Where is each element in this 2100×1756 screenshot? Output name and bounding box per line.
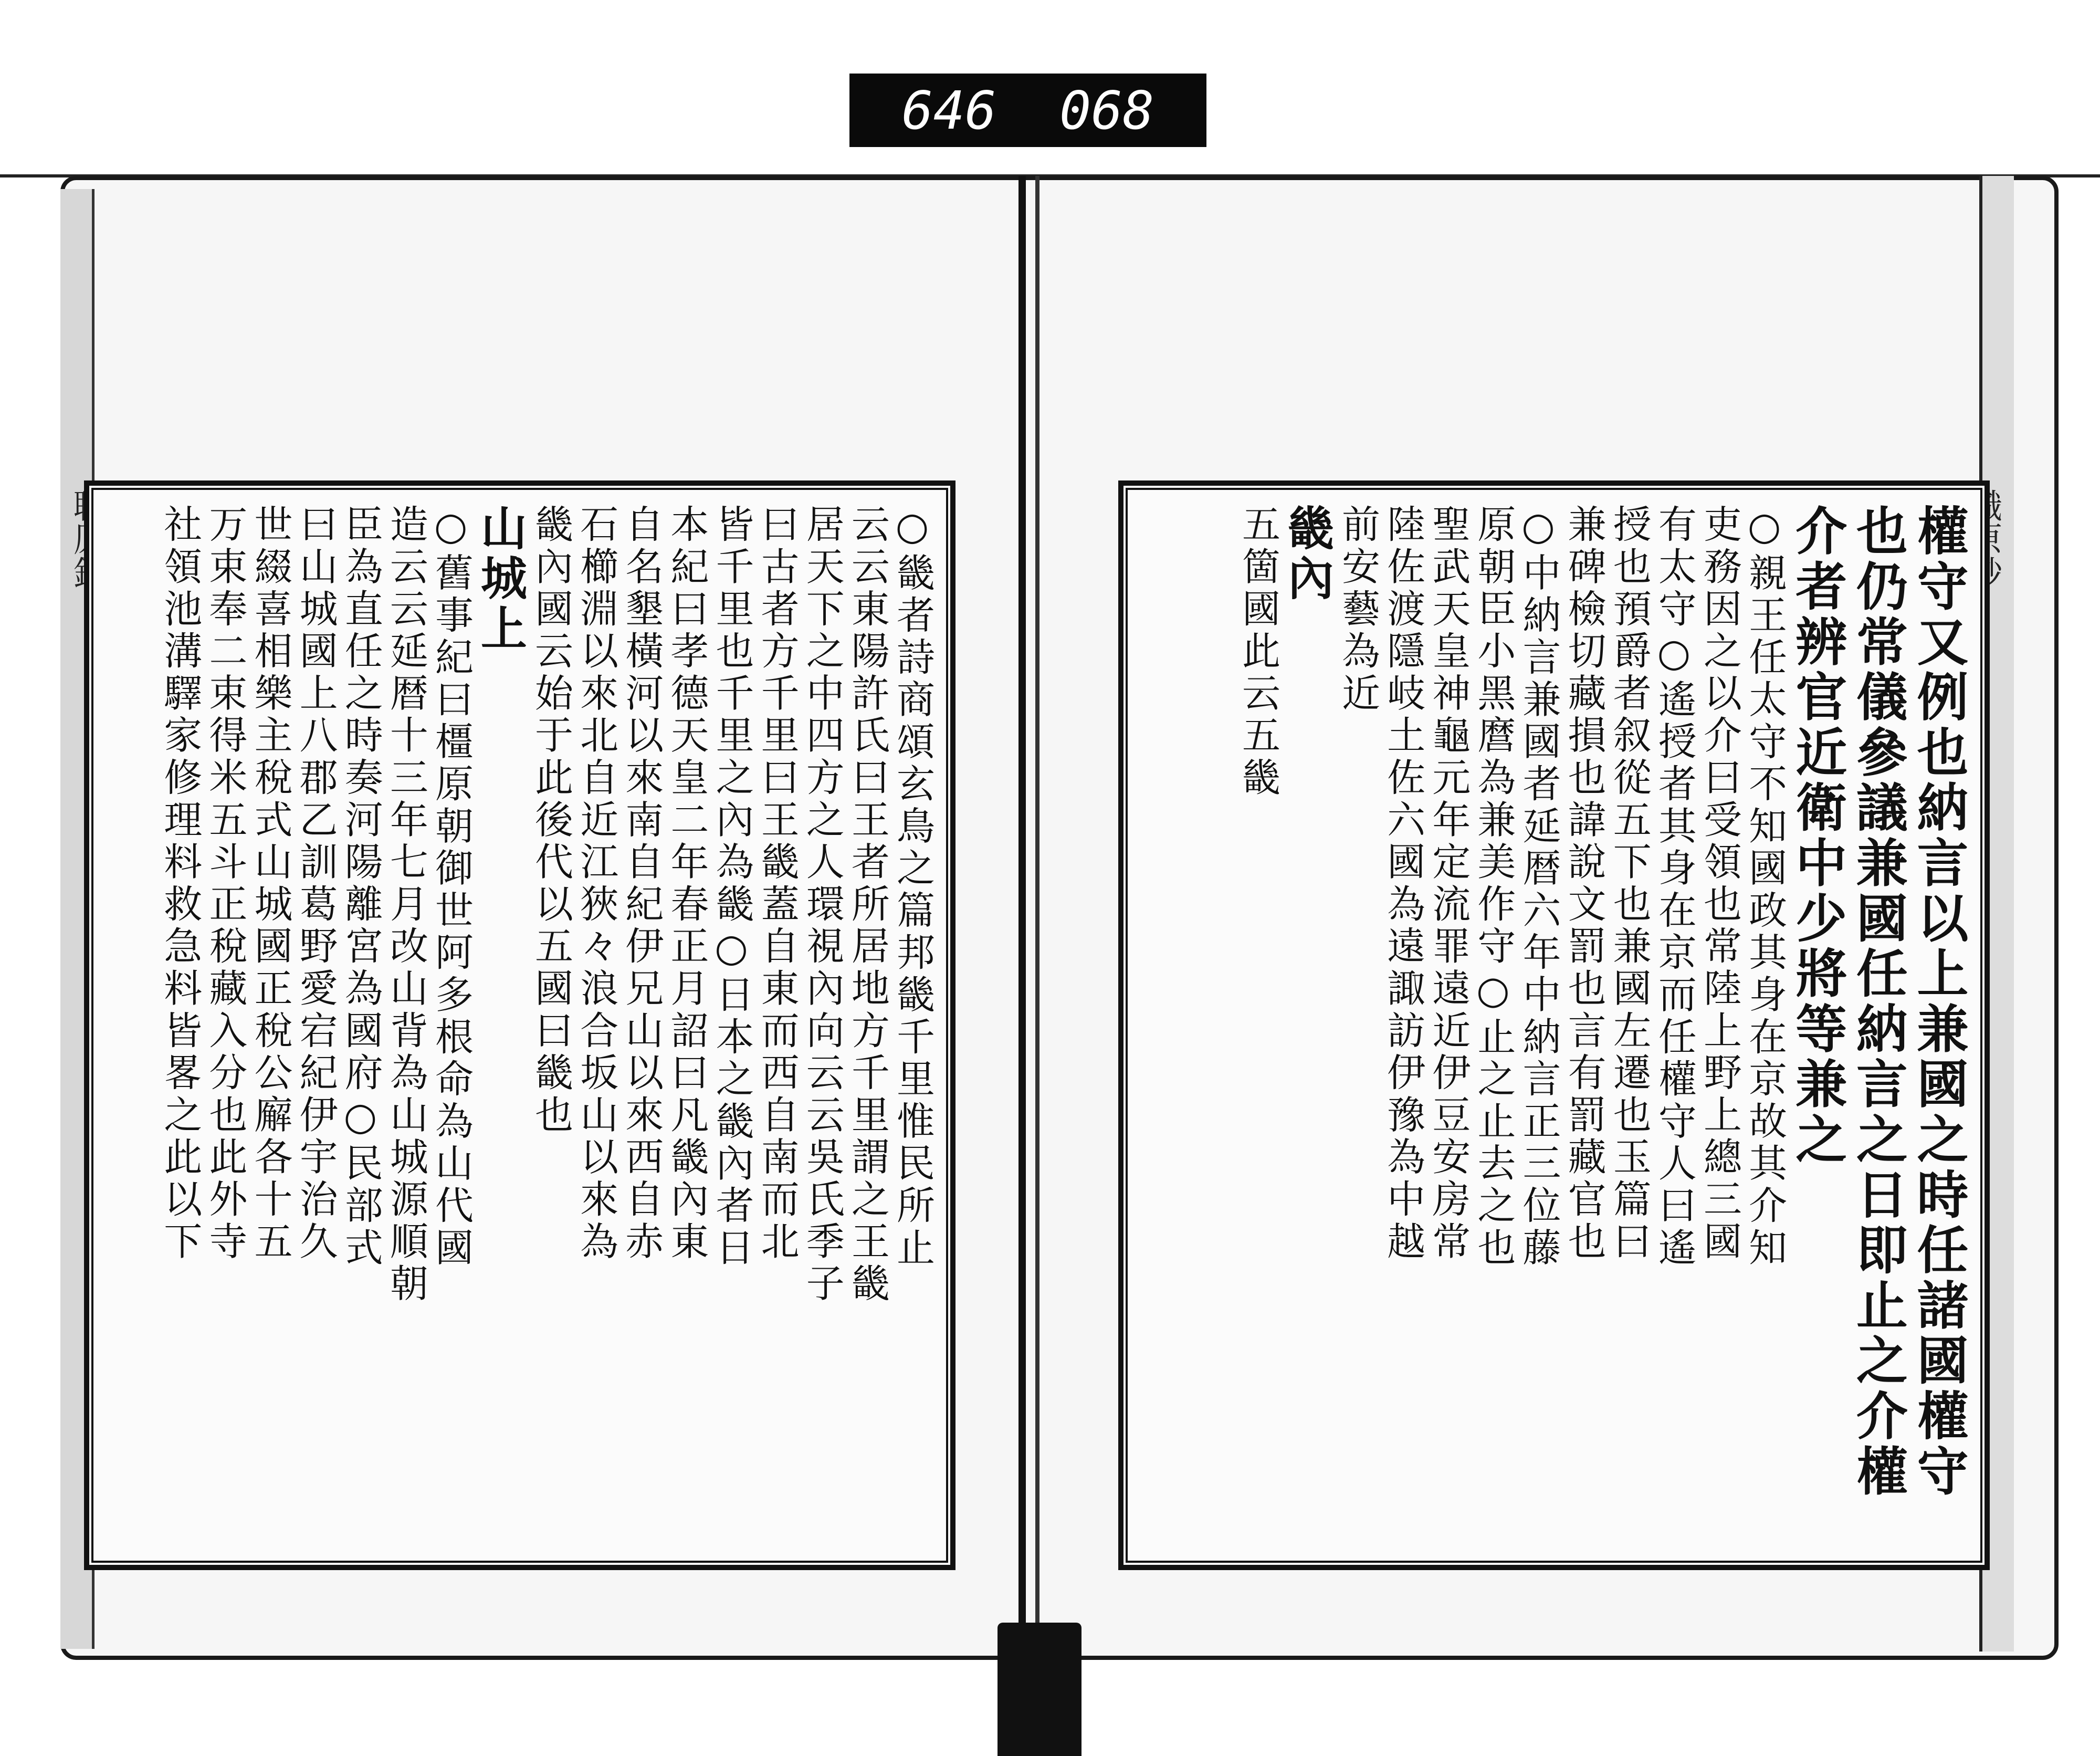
text-line: 授也預爵者叙從五下也兼國左遷也玉篇曰 — [1606, 504, 1651, 1263]
spine-line-2 — [1035, 176, 1040, 1657]
text-line: 原朝臣小黑麿為兼美作守○止之止去之也 — [1471, 504, 1516, 1270]
text-line: 曰古者方千里曰王畿蓋自東而西自南而北 — [754, 504, 799, 1263]
section-heading: 山城上 — [473, 504, 528, 654]
text-line: ○親王任太守不知國政其身在京故其介知 — [1742, 504, 1787, 1270]
text-line: 本紀曰孝德天皇二年春正月詔曰凡畿內東 — [664, 504, 709, 1263]
label-number-left: 646 — [901, 79, 996, 141]
binding-cord — [998, 1623, 1082, 1756]
text-line: 聖武天皇神龜元年定流罪遠近伊豆安房常 — [1425, 504, 1471, 1263]
text-line: 万束奉二束得米五斗正稅藏入分也此外寺 — [202, 504, 247, 1263]
text-line: 居天下之中四方之人環視內向云云吳氏季子 — [799, 504, 844, 1305]
text-line: 兼碑檢切藏損也諱說文罰也言有罰藏官也 — [1561, 504, 1606, 1263]
text-line: ○畿者詩商頌玄鳥之篇邦畿千里惟民所止 — [890, 504, 934, 1270]
text-line: 陸佐渡隱岐土佐六國為遠諏訪伊豫為中越 — [1380, 504, 1425, 1263]
text-line: 畿內國云始于此後代以五國曰畿也 — [528, 504, 573, 1137]
text-line: ○中納言兼國者延暦六年中納言正三位藤 — [1516, 504, 1561, 1270]
text-line-large: 介者辨官近衛中少將等兼之 — [1787, 504, 1847, 1168]
text-line: 臣為直任之時奏河陽離宮為國府○民部式 — [338, 504, 383, 1270]
text-line: 吏務因之以介曰受領也常陸上野上總三國 — [1697, 504, 1741, 1263]
text-line: 造云云延暦十三年七月改山背為山城源順朝 — [383, 504, 428, 1305]
left-page-frame — [84, 480, 956, 1570]
text-line: 自名墾橫河以來南自紀伊兄山以來西自赤 — [618, 504, 664, 1263]
text-line-large: 也仍常儀參議兼國任納言之日即止之介權 — [1847, 504, 1908, 1500]
text-line: 五箇國此云五畿 — [1235, 504, 1280, 800]
text-line: 前安藝為近 — [1335, 504, 1380, 715]
section-heading: 畿內 — [1280, 504, 1335, 604]
text-line: 皆千里也千里之內為畿○日本之畿內者日 — [709, 504, 754, 1270]
text-line: 有太守○遙授者其身在京而任權守人曰遙 — [1651, 504, 1696, 1270]
text-line: 云云東陽許氏曰王者所居地方千里謂之王畿 — [844, 504, 889, 1305]
archive-label — [849, 74, 1206, 147]
text-line: 世綴喜相樂主稅式山城國正稅公廨各十五 — [247, 504, 292, 1263]
text-line: ○舊事紀曰橿原朝御世阿多根命為山代國 — [428, 504, 474, 1270]
text-line: 石櫛淵以來北自近江狹々浪合坂山以來為 — [573, 504, 618, 1263]
spine-line — [1018, 176, 1026, 1657]
text-line: 曰山城國上八郡乙訓葛野愛宕紀伊宇治久 — [292, 504, 338, 1263]
right-page-text — [1235, 504, 1969, 1533]
text-line-large: 權守又例也納言以上兼國之時任諸國權守 — [1908, 504, 1969, 1500]
label-number-right: 068 — [1059, 79, 1154, 141]
text-line: 社領池溝驛家修理料救急料皆畧之此以下 — [157, 504, 202, 1263]
right-page-frame — [1118, 480, 1990, 1570]
left-page-text — [156, 504, 934, 1533]
